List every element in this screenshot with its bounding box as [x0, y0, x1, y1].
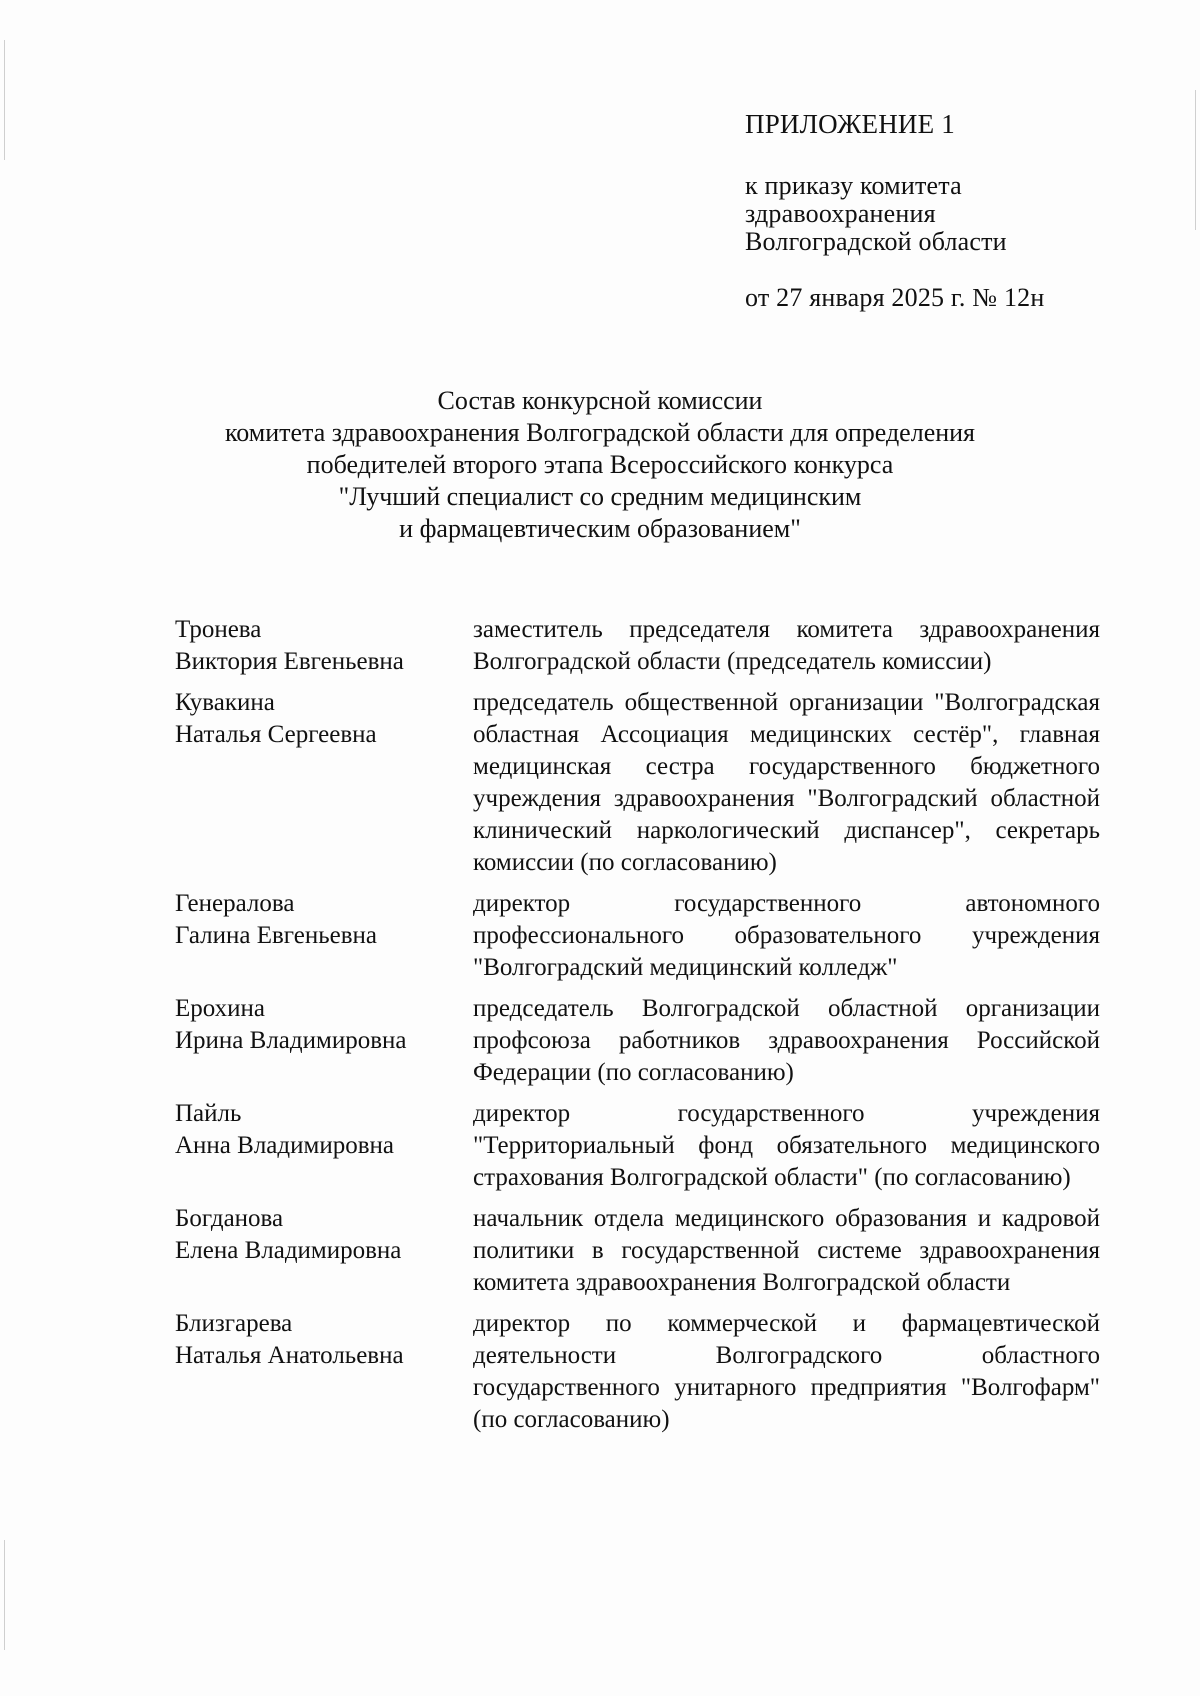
member-given-names: Наталья Сергеевна	[175, 721, 377, 748]
member-surname: Тронева	[175, 616, 262, 643]
member-given-names: Ирина Владимировна	[175, 1027, 407, 1054]
member-name	[175, 993, 473, 1089]
member-name	[175, 888, 473, 984]
member-row	[175, 1098, 1100, 1194]
member-name	[175, 1308, 473, 1436]
scan-edge-mark	[1195, 90, 1196, 230]
annex-reference-line: к приказу комитета	[745, 171, 962, 200]
member-given-names: Анна Владимировна	[175, 1132, 394, 1159]
member-name	[175, 614, 473, 678]
annex-reference-line: Волгоградской области	[745, 227, 1007, 256]
member-role: директор государственного учреждения "Территориальный фонд обязательного медицинского страхования Волгоградской области" (по согласованию)	[473, 1100, 1100, 1191]
annex-reference-line: здравоохранения	[745, 199, 936, 228]
document-title-line: победителей второго этапа Всероссийского конкурса	[306, 450, 894, 479]
scan-edge-mark	[4, 40, 5, 160]
member-row	[175, 993, 1100, 1089]
member-role: заместитель председателя комитета здравоохранения Волгоградской области (председатель комиссии)	[473, 616, 1100, 675]
member-role: директор государственного автономного профессионального образовательного учреждения "Волгоградский медицинский колледж"	[473, 890, 1100, 981]
member-given-names: Виктория Евгеньевна	[175, 648, 404, 675]
member-surname: Ерохина	[175, 995, 266, 1022]
member-role: директор по коммерческой и фармацевтической деятельности Волгоградского областного государственного унитарного предприятия "Волгофарм" (по согласованию)	[473, 1310, 1100, 1433]
member-row	[175, 1308, 1100, 1436]
document-title-line: комитета здравоохранения Волгоградской области для определения	[224, 418, 976, 447]
member-surname: Генералова	[175, 890, 295, 917]
member-row	[175, 687, 1100, 879]
member-role: начальник отдела медицинского образования и кадровой политики в государственной системе здравоохранения комитета здравоохранения Волгоградской области	[473, 1205, 1100, 1296]
member-surname: Кувакина	[175, 689, 275, 716]
member-role: председатель общественной организации "Волгоградская областная Ассоциация медицинских сестёр", главная медицинская сестра государственного бюджетного учреждения здравоохранения "Волгоградский областной клинический наркологический диспансер", секретарь комиссии (по согласованию)	[473, 689, 1100, 876]
document-title	[150, 385, 1050, 545]
member-surname: Богданова	[175, 1205, 284, 1232]
member-given-names: Наталья Анатольевна	[175, 1342, 404, 1369]
member-name	[175, 687, 473, 879]
annex-title: ПРИЛОЖЕНИЕ 1	[745, 109, 955, 139]
annex-reference	[745, 172, 1044, 256]
commission-members-list	[175, 614, 1100, 1445]
member-row	[175, 614, 1100, 678]
document-title-line: "Лучший специалист со средним медицинским	[338, 482, 862, 511]
member-given-names: Елена Владимировна	[175, 1237, 402, 1264]
member-row	[175, 1203, 1100, 1299]
document-title-line: Состав конкурсной комиссии	[437, 386, 763, 415]
member-surname: Близгарева	[175, 1310, 293, 1337]
member-surname: Пайль	[175, 1100, 242, 1127]
document-title-line: и фармацевтическим образованием"	[399, 514, 801, 543]
member-role: председатель Волгоградской областной организации профсоюза работников здравоохранения Российской Федерации (по согласованию)	[473, 995, 1100, 1086]
annex-date: от 27 января 2025 г. № 12н	[745, 283, 1045, 312]
member-given-names: Галина Евгеньевна	[175, 922, 377, 949]
member-row	[175, 888, 1100, 984]
scan-edge-mark	[4, 1540, 5, 1650]
member-name	[175, 1098, 473, 1194]
annex-block	[745, 110, 1044, 312]
member-name	[175, 1203, 473, 1299]
